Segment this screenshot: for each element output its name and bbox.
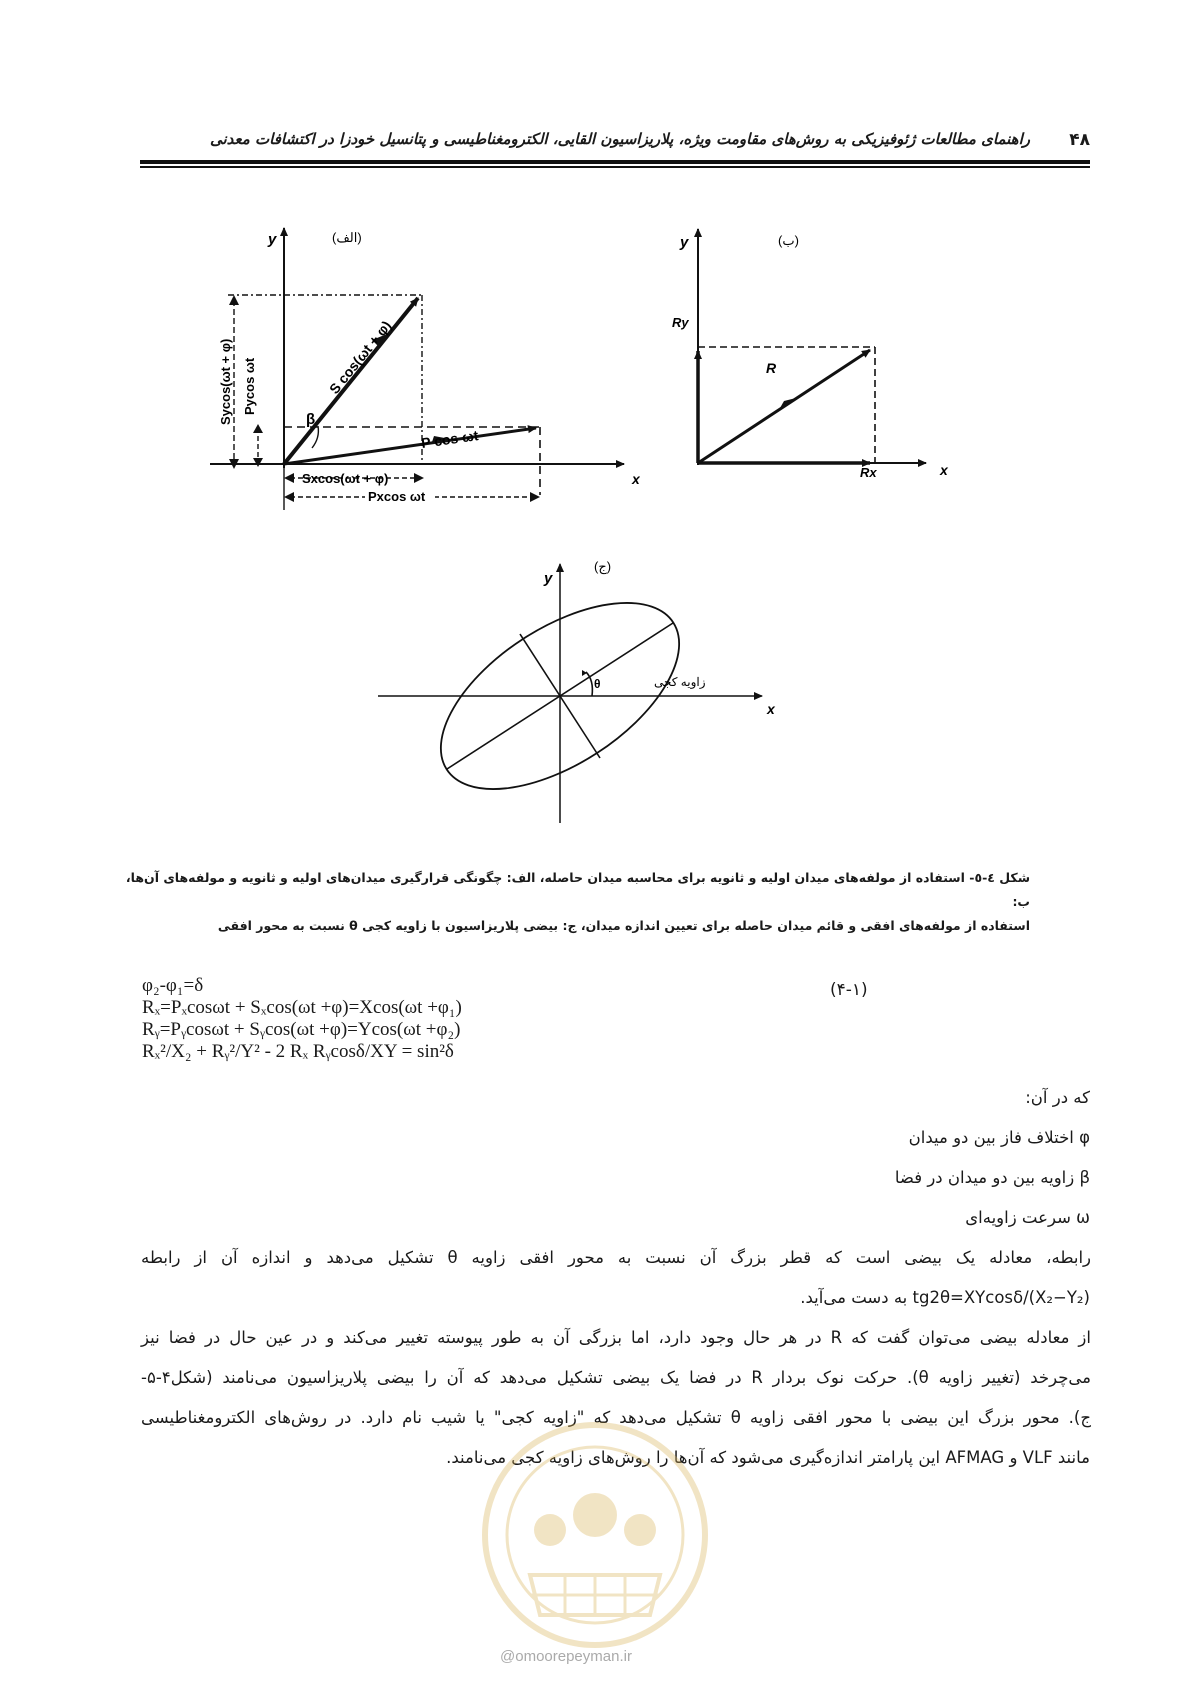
fig-b-label: (ب) (778, 233, 799, 248)
fig-a-p-label: P cos ωt (420, 427, 480, 451)
figure-b (660, 225, 960, 480)
equation-1: φ₂-φ₁=δ (142, 975, 204, 996)
header-title: راهنمای مطالعات ژئوفیزیکی به روش‌های مقاومت ویژه، پلاریزاسیون القایی، الکترومغناطیسی و پتانسیل خودزا در اکتشافات معدنی (209, 130, 1030, 148)
fig-a-s-label: S cos(ωt + φ) (325, 317, 395, 397)
fig-c-theta: θ (594, 677, 601, 691)
fig-a-label: (الف) (332, 230, 362, 245)
paragraph-2-line-2: می‌چرخد (تغییر زاویه θ). حرکت نوک بردار R در فضا یک بیضی تشکیل می‌دهد که آن را بیضی پلاریزاسیون می‌نامند (شکل۴-۵- (141, 1368, 1091, 1387)
paragraph-1-line-2: tg2θ=XYcosδ/(X₂−Y₂) به دست می‌آید. (800, 1288, 1090, 1307)
caption-line-2: استفاده از مولفه‌های افقی و قائم میدان حاصله برای تعیین اندازه میدان، ج: بیضی پلاریزاسیون با زاویه کجی θ نسبت به محور افقی (217, 918, 1030, 933)
paragraph-2-line-1: از معادله بیضی می‌توان گفت که R در هر حال وجود دارد، اما بزرگی آن به طور پیوسته تغییر می‌کند و در عین حال در فضا نیز (141, 1328, 1091, 1347)
caption-line-1: شکل ٤-٥- استفاده از مولفه‌های میدان اولیه و ثانویه برای محاسبه میدان حاصله، الف: چگونگی قرارگیری میدان‌های اولیه و ثانویه و مولفه‌های آن‌ها، ب: (125, 870, 1030, 909)
header-rule-thin (140, 166, 1090, 168)
figure-caption (110, 866, 1030, 938)
fig-b-x-axis: x (940, 462, 948, 478)
fig-c-y-axis: y (544, 570, 553, 587)
definition-phi: φ اختلاف فاز بین دو میدان (908, 1128, 1090, 1147)
fig-c-tilt-label: زاویه کجی (654, 675, 706, 689)
equation-number: (۴-۱) (830, 980, 868, 1000)
paragraph-2-line-4: مانند VLF و AFMAG این پارامتر اندازه‌گیری می‌شود که آن‌ها را روش‌های زاویه کجی می‌نامند. (446, 1448, 1090, 1467)
fig-a-py-label: Pycos ωt (242, 357, 257, 415)
definition-omega: ω سرعت زاویه‌ای (965, 1208, 1090, 1227)
where-label: که در آن: (1025, 1088, 1090, 1107)
watermark-logo (470, 1410, 720, 1660)
paragraph-1-line-1: رابطه، معادله یک بیضی است که قطر بزرگ آن نسبت به محور افقی زاویه θ تشکیل می‌دهد و اندازه آن از رابطه (141, 1248, 1091, 1267)
fig-b-r-label: R (766, 360, 777, 376)
figure-a (200, 220, 640, 510)
fig-c-x-axis: x (767, 701, 775, 717)
fig-a-sx-label: Sxcos(ωt + φ) (302, 471, 389, 486)
equation-4: Rₓ²/X₂ + Rᵧ²/Y² - 2 Rₓ Rᵧcosδ/XY = sin²δ (142, 1041, 454, 1062)
page-number: ۴۸ (1069, 130, 1090, 150)
fig-a-x-axis: x (632, 471, 640, 487)
fig-b-rx-label: Rx (860, 465, 877, 480)
fig-b-y-axis: y (680, 234, 689, 251)
fig-a-sy-label: Sycos(ωt + φ) (218, 338, 233, 425)
equation-3: Rᵧ=Pᵧcosωt + Sᵧcos(ωt +φ)=Ycos(ωt +φ₂) (142, 1019, 461, 1040)
equation-2: Rₓ=Pₓcosωt + Sₓcos(ωt +φ)=Xcos(ωt +φ₁) (142, 997, 462, 1018)
page-header (140, 128, 1090, 158)
watermark-site: @omoorepeyman.ir (500, 1648, 632, 1665)
equation-block (142, 975, 582, 1063)
figure-c (370, 548, 780, 828)
fig-a-beta: β (306, 411, 316, 428)
paragraph-2-line-3: ج). محور بزرگ این بیضی با محور افقی زاویه θ تشکیل می‌دهد که "زاویه کجی" یا شیب نام دارد. در روش‌های الکترومغناطیسی (141, 1408, 1091, 1427)
header-rule-thick (140, 160, 1090, 164)
fig-a-px-label: Pxcos ωt (368, 489, 426, 504)
fig-b-ry-label: Ry (672, 315, 689, 330)
fig-a-y-axis: y (268, 231, 277, 248)
fig-c-label: (ج) (594, 559, 612, 574)
definition-beta: β زاویه بین دو میدان در فضا (894, 1168, 1090, 1187)
